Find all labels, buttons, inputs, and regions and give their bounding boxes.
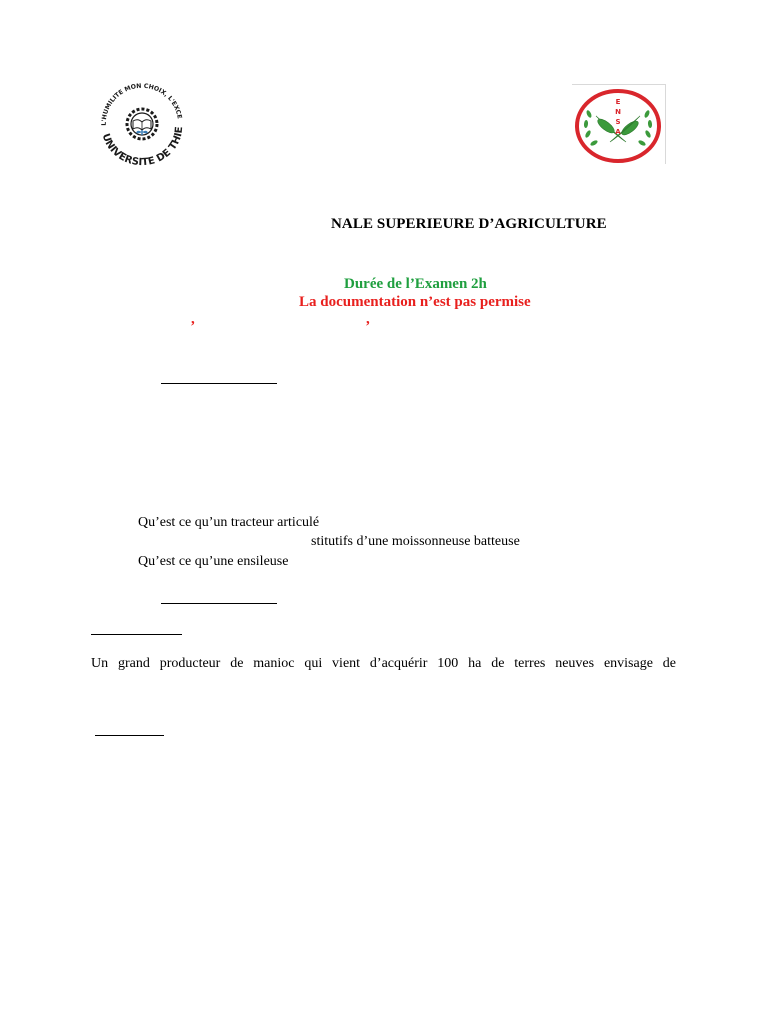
ensa-letter-n: N (615, 108, 621, 116)
ensa-letter-e: E (615, 98, 621, 106)
universite-de-thies-logo (92, 80, 192, 172)
school-title: NALE SUPERIEURE D’AGRICULTURE (331, 216, 607, 232)
comma-mark-2: , (366, 311, 370, 327)
thies-name-text: UNIVERSITE DE THIE (99, 126, 186, 169)
ensa-letter-s: S (615, 118, 621, 126)
question-3: Qu’est ce qu’une ensileuse (138, 554, 289, 569)
comma-mark-1: , (191, 311, 195, 327)
problem-paragraph: Un grand producteur de manioc qui vient d’acquérir 100 ha de terres neuves envisage de (91, 656, 676, 671)
ensa-letter-a: A (615, 128, 621, 136)
question-2: stitutifs d’une moissonneuse batteuse (311, 534, 520, 549)
exam-duration: Durée de l’Examen 2h (344, 276, 487, 292)
ensa-logo (572, 84, 668, 166)
section-underline-1 (161, 383, 277, 384)
thies-motto-text: L'HUMILITE MON CHOIX, L'EXCE (100, 82, 183, 126)
section-underline-2 (161, 603, 277, 604)
question-1: Qu’est ce qu’un tracteur articulé (138, 515, 320, 530)
section-underline-4 (95, 735, 164, 736)
section-underline-3 (91, 634, 182, 635)
documentation-note: La documentation n’est pas permise (299, 294, 531, 310)
